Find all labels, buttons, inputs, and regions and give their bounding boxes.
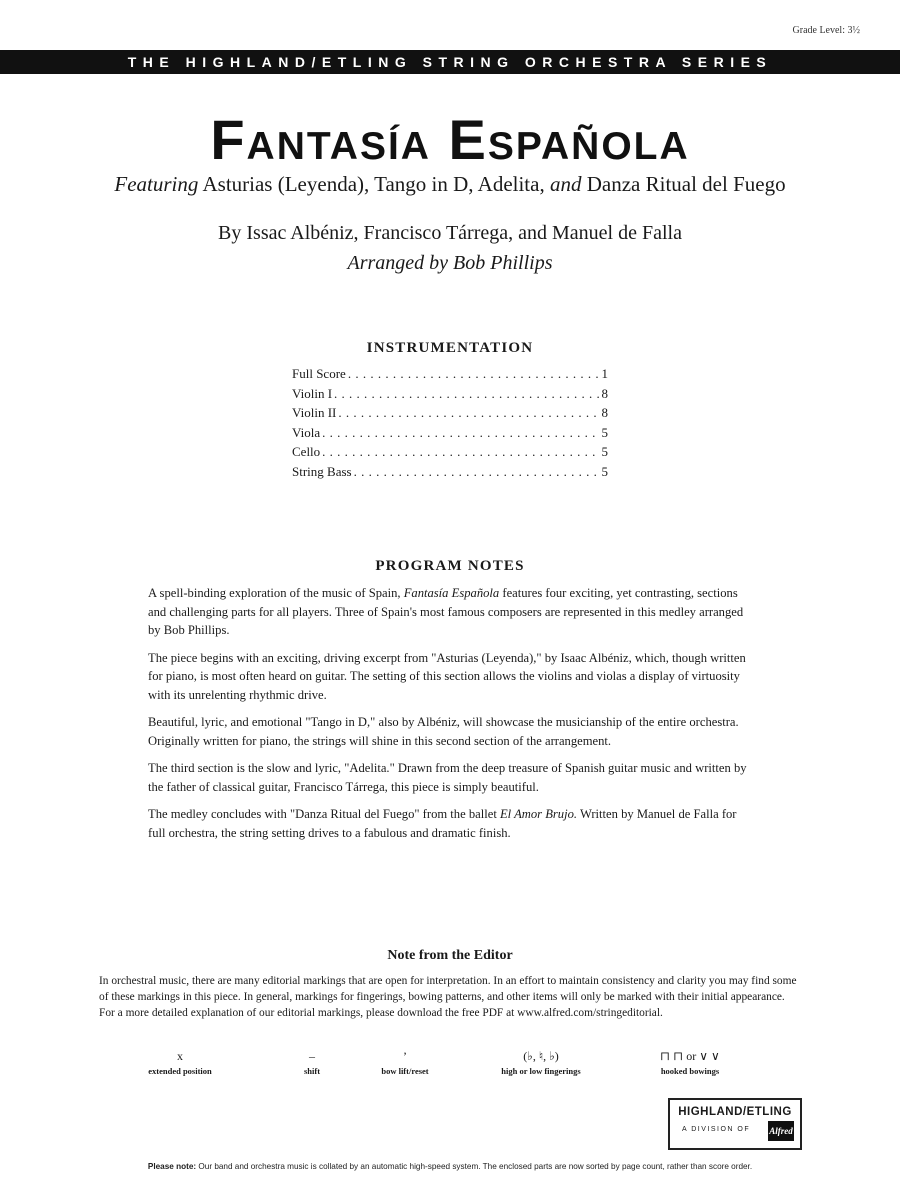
subtitle-and: and (549, 172, 582, 196)
leader-dots (338, 403, 599, 423)
notes-title: Fantasía Española (403, 586, 500, 600)
grade-level: Grade Level: 3½ (792, 25, 860, 36)
notes-text: Written by Manuel de Falla for full orchestra, the string setting drives to a fabulous and dramatic finish. (148, 807, 737, 840)
instrument-row (292, 442, 608, 462)
marking-label: shift (303, 1066, 321, 1076)
editor-note-heading: Note from the Editor (387, 948, 513, 963)
marking-label: high or low fingerings (501, 1066, 581, 1076)
instrument-name: String Bass (292, 463, 352, 479)
instrument-qty: 5 (601, 463, 608, 479)
alfred-badge: Alfred (768, 1121, 794, 1141)
leader-dots (348, 364, 600, 384)
publisher-logo (668, 1098, 802, 1150)
marking-extended-position (110, 1046, 250, 1076)
instrument-qty: 8 (601, 405, 608, 421)
marking-label: hooked bowings (660, 1066, 720, 1076)
logo-name: HIGHLAND/ETLING (678, 1106, 792, 1118)
arranger: Arranged by Bob Phillips (347, 252, 553, 274)
notes-text: The medley concludes with "Danza Ritual del Fuego" from the ballet (148, 807, 497, 821)
instrument-name: Cello (292, 444, 321, 460)
program-notes-heading: PROGRAM NOTES (375, 558, 525, 574)
subtitle-pieces-2: Danza Ritual del Fuego (586, 172, 786, 196)
instrument-row (292, 423, 608, 443)
marking-symbol: (♭, ♮, ♭) (523, 1049, 559, 1063)
marking-hooked-bowings (620, 1046, 760, 1076)
marking-symbol: ⊓ ⊓ or ∨ ∨ (660, 1049, 720, 1063)
marking-label: extended position (148, 1066, 212, 1076)
instrument-qty: 8 (601, 385, 608, 401)
instrument-qty: 1 (601, 366, 608, 381)
marking-high-low-fingerings (471, 1046, 611, 1076)
editor-note-text: In orchestral music, there are many editorial markings that are open for interpretation. In an effort to maintain consistency and clarity you may find some of these markings in this piece. In general, markings for fingerings, bowing patterns, and other items will only be marked with their initial appearance. For a more detailed explanation of our editorial markings, please download the free PDF at www.alfred.com/stringeditorial. (99, 975, 797, 1019)
instrumentation-heading: INSTRUMENTATION (366, 340, 534, 356)
footer-text: Our band and orchestra music is collated by an automatic high-speed system. The enclosed parts are now sorted by page count, rather than score order. (198, 1162, 753, 1171)
notes-text: features four exciting, yet contrasting, sections and challenging parts for all players. Three of Spain's most famous composers are represented in this medley arranged by Bob Phillips. (148, 586, 744, 637)
notes-paragraph (148, 805, 748, 842)
marking-symbol: x (177, 1049, 183, 1063)
notes-paragraph: The piece begins with an exciting, driving excerpt from "Asturias (Leyenda)," by Isaac Albéniz, which, though written for piano, is most often heard on guitar. The setting of this section allows the violins and violas a display of virtuosity with its unrelenting rhythmic drive. (148, 650, 746, 702)
notes-paragraph (148, 584, 748, 640)
instrument-row (292, 364, 608, 384)
instrument-name: Violin II (292, 405, 337, 421)
notes-text: A spell-binding exploration of the music of Spain, (148, 586, 401, 600)
marking-bow-lift (335, 1046, 475, 1076)
instrument-row (292, 384, 608, 404)
program-notes (148, 584, 748, 851)
subtitle (0, 172, 900, 197)
leader-dots (322, 423, 599, 443)
instrument-qty: 5 (601, 444, 608, 460)
page-title: Fantasía Española (210, 108, 690, 171)
instrumentation-list (292, 364, 608, 482)
footer-label: Please note: (147, 1162, 197, 1171)
instrument-row (292, 403, 608, 423)
notes-paragraph: Beautiful, lyric, and emotional "Tango in D," also by Albéniz, will showcase the musicianship of the entire orchestra. Originally written for piano, the strings will shine in this second section of the arrangement. (148, 715, 739, 748)
notes-title: El Amor Brujo. (499, 807, 578, 821)
subtitle-pieces-1: Asturias (Leyenda), Tango in D, Adelita, (202, 172, 545, 196)
marking-symbol: ’ (403, 1049, 407, 1063)
instrument-qty: 5 (601, 424, 608, 440)
leader-dots (334, 384, 599, 404)
instrument-name: Viola (292, 424, 321, 440)
subtitle-lead: Featuring (114, 172, 199, 196)
instrument-name: Violin I (292, 385, 333, 401)
instrument-name: Full Score (292, 366, 346, 381)
leader-dots (354, 462, 600, 482)
leader-dots (322, 442, 599, 462)
notes-paragraph: The third section is the slow and lyric, "Adelita." Drawn from the deep treasure of Spanish guitar music and written by the father of classical guitar, Francisco Tárrega, this piece is simply beautiful. (148, 761, 747, 794)
instrument-row (292, 462, 608, 482)
marking-symbol: – (309, 1049, 315, 1063)
series-banner: THE HIGHLAND/ETLING STRING ORCHESTRA SERIES (0, 50, 900, 74)
logo-division: A DIVISION OF (682, 1126, 751, 1133)
composers: By Issac Albéniz, Francisco Tárrega, and Manuel de Falla (218, 222, 682, 244)
marking-label: bow lift/reset (381, 1066, 429, 1076)
footer-note (0, 1162, 900, 1171)
